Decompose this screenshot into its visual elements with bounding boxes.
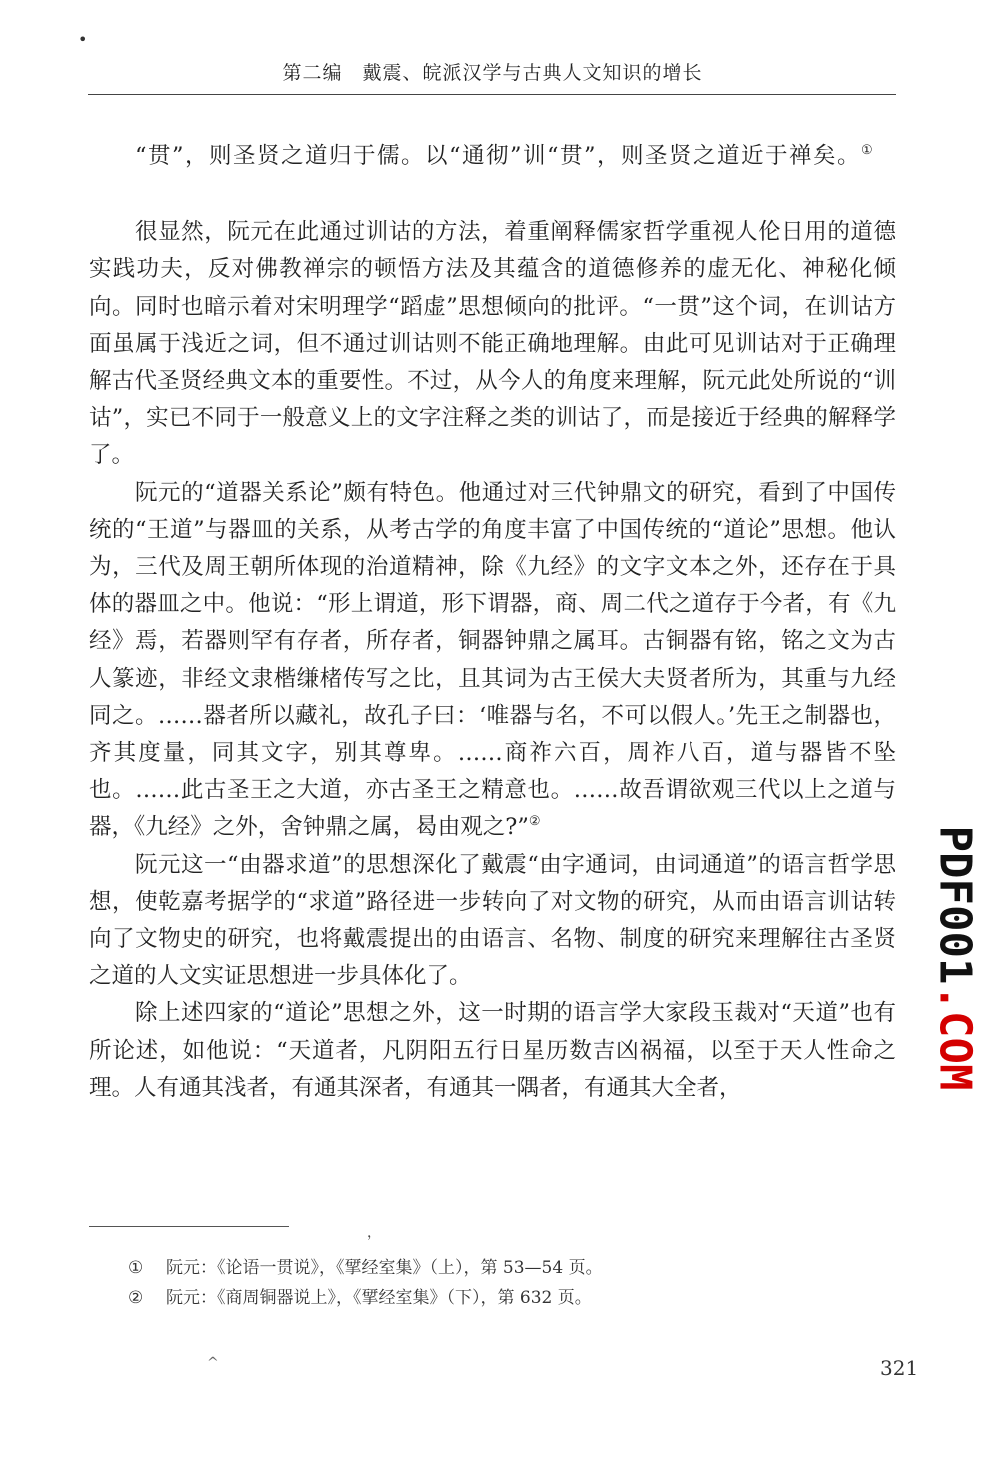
caret-mark: ^ — [207, 1355, 219, 1371]
footnote-text: 阮元：《论语一贯说》，《揅经室集》（上），第 53—54 页。 — [166, 1258, 603, 1278]
footnote-mark: ① — [128, 1258, 144, 1278]
footnote-1 — [128, 1253, 828, 1283]
stray-comma-mark: ， — [367, 1225, 381, 1241]
paragraph-3: 阮元这一“由器求道”的思想深化了戴震“由字通词，由词通道”的语言哲学思想，使乾嘉考据学的“求道”路径进一步转向了对文物的研究，从而由语言训诂转向了文物史的研究，也将戴震提出的由语言、名物、制度的研究来理解往古圣贤之道的人文实证思想进一步具体化了。 — [89, 851, 896, 990]
header-rule — [88, 94, 896, 95]
watermark-red: .COM — [929, 984, 981, 1091]
page-number: 321 — [880, 1356, 919, 1380]
quote-continuation: “贯”，则圣贤之道归于儒。以“通彻”训“贯”，则圣贤之道近于禅矣。① — [135, 143, 875, 169]
corner-mark: • — [78, 30, 88, 49]
footnote-rule — [89, 1226, 289, 1227]
body-text — [89, 138, 896, 1107]
footnote-mark: ② — [128, 1288, 144, 1308]
watermark — [930, 826, 981, 1091]
footnote-2 — [128, 1283, 828, 1313]
footnotes — [128, 1253, 828, 1313]
footnote-ref-1[interactable]: ① — [861, 143, 875, 158]
paragraph-2: 阮元的“道器关系论”颇有特色。他通过对三代钟鼎文的研究，看到了中国传统的“王道”与器皿的关系，从考古学的角度丰富了中国传统的“道论”思想。他认为，三代及周王朝所体现的治道精神，除《九经》的文字文本之外，还存在于具体的器皿之中。他说：“形上谓道，形下谓器，商、周二代之道存于今者，有《九经》焉，若器则罕有存者，所存者，铜器钟鼎之属耳。古铜器有铭，铭之文为古人篆迹，非经文隶楷缣楮传写之比，且其词为古王侯大夫贤者所为，其重与九经同之。……器者所以藏礼，故孔子曰：‘唯器与名，不可以假人。’先王之制器也，齐其度量，同其文字，别其尊卑。……商祚六百，周祚八百，道与器皆不坠也。……此古圣王之大道，亦古圣王之精意也。……故吾谓欲观三代以上之道与器，《九经》之外，舍钟鼎之属，曷由观之?”② — [89, 479, 896, 841]
watermark-dark: PDF001 — [929, 825, 981, 985]
footnote-ref-2[interactable]: ② — [528, 814, 541, 830]
running-head: 第二编 戴震、皖派汉学与古典人文知识的增长 — [282, 62, 703, 84]
paragraph-4: 除上述四家的“道论”思想之外，这一时期的语言学大家段玉裁对“天道”也有所论述，如他说：“天道者，凡阴阳五行日星历数吉凶祸福，以至于天人性命之理。人有通其浅者，有通其深者，有通其一隅者，有通其大全者， — [89, 1000, 896, 1101]
paragraph-1: 很显然，阮元在此通过训诂的方法，着重阐释儒家哲学重视人伦日用的道德实践功夫，反对佛教禅宗的顿悟方法及其蕴含的道德修养的虚无化、神秘化倾向。同时也暗示着对宋明理学“蹈虚”思想倾向的批评。“一贯”这个词，在训诂方面虽属于浅近之词，但不通过训诂则不能正确地理解。由此可见训诂对于正确理解古代圣贤经典文本的重要性。不过，从今人的角度来理解，阮元此处所说的“训诂”，实已不同于一般意义上的文字注释之类的训诂了，而是接近于经典的解释学了。 — [89, 219, 896, 469]
footnote-text: 阮元：《商周铜器说上》，《揅经室集》（下），第 632 页。 — [166, 1288, 592, 1308]
